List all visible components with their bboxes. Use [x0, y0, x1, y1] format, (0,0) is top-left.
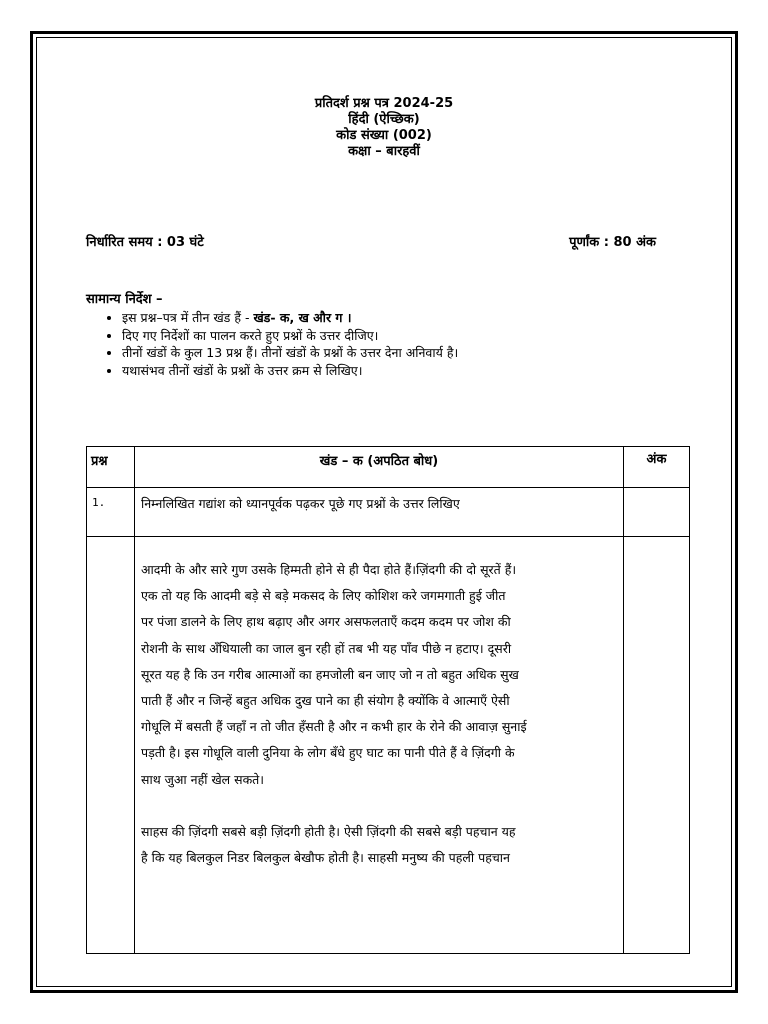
paper-title: प्रतिदर्श प्रश्न पत्र 2024-25 — [314, 96, 454, 111]
class-name: कक्षा – बारहवीं — [348, 144, 420, 159]
time-allowed: निर्धारित समय : 03 घंटे — [86, 235, 204, 250]
instruction-item: • तीनों खंडों के कुल 13 प्रश्न हैं। तीनों खंडों के प्रश्नों के उत्तर देना अनिवार्य है। — [122, 344, 458, 362]
subject-title: हिंदी (ऐच्छिक) — [348, 112, 420, 127]
instruction-item: • दिए गए निर्देशों का पालन करते हुए प्रश्नों के उत्तर दीजिए। — [122, 327, 458, 345]
question-number: 1. — [87, 488, 135, 537]
header-question: प्रश्न — [87, 447, 135, 488]
passage-line: गोधूलि में बसती हैं जहाँ न तो जीत हँसती है और न कभी हार के रोने की आवाज़ सुनाई — [141, 719, 527, 735]
marks-cell — [624, 488, 690, 537]
code-number: कोड संख्या (002) — [336, 128, 432, 143]
passage — [135, 537, 624, 954]
paragraph-gap — [141, 793, 617, 819]
sections-bold: खंड- क, ख और ग । — [253, 310, 352, 325]
header-marks: अंक — [624, 447, 690, 488]
passage-line: साथ जुआ नहीं खेल सकते। — [141, 771, 265, 787]
instruction-item: • यथासंभव तीनों खंडों के प्रश्नों के उत्तर क्रम से लिखिए। — [122, 362, 458, 380]
table-row — [87, 488, 690, 537]
passage-line: पाती हैं और न जिन्हें बहुत अधिक दुख पाने का ही संयोग है क्योंकि वे आत्माएँ ऐसी — [141, 693, 510, 709]
passage-line: है कि यह बिलकुल निडर बिलकुल बेखौफ होती है। साहसी मनुष्य की पहली पहचान — [141, 850, 510, 866]
passage-line: एक तो यह कि आदमी बड़े से बड़े मकसद के लिए कोशिश करे जगमगाती हुई जीत — [141, 588, 506, 604]
question-text: निम्नलिखित गद्यांश को ध्यानपूर्वक पढ़कर पूछे गए प्रश्नों के उत्तर लिखिए — [135, 488, 624, 537]
table-row — [87, 537, 690, 954]
max-marks: पूर्णांक : 80 अंक — [569, 235, 656, 250]
marks-cell — [624, 537, 690, 954]
general-instructions-list — [104, 309, 458, 379]
document-header — [0, 96, 768, 160]
table-header-row — [87, 447, 690, 488]
passage-line: पर पंजा डालने के लिए हाथ बढ़ाए और अगर असफलताएँ कदम कदम पर जोश की — [141, 614, 511, 630]
question-table — [86, 446, 690, 954]
passage-line: साहस की ज़िंदगी सबसे बड़ी ज़िंदगी होती है। ऐसी ज़िंदगी की सबसे बड़ी पहचान यह — [141, 823, 516, 839]
passage-line: सूरत यह है कि उन गरीब आत्माओं का हमजोली बन जाए जो न तो बहुत अधिक सुख — [141, 666, 519, 682]
passage-line: आदमी के और सारे गुण उसके हिम्मती होने से ही पैदा होते हैं।ज़िंदगी की दो सूरतें हैं। — [141, 562, 517, 577]
empty-cell — [87, 537, 135, 954]
instruction-item: • इस प्रश्न–पत्र में तीन खंड हैं - खंड- क, ख और ग । — [122, 309, 458, 327]
header-section: खंड – क (अपठित बोध) — [135, 447, 624, 488]
general-instructions-title: सामान्य निर्देश – — [86, 292, 163, 307]
passage-line: रोशनी के साथ अँधियाली का जाल बुन रही हों तब भी यह पाँव पीछे न हटाए। दूसरी — [141, 640, 512, 656]
passage-line: पड़ती है। इस गोधूलि वाली दुनिया के लोग बँधे हुए घाट का पानी पीते हैं वे ज़िंदगी के — [141, 745, 515, 761]
